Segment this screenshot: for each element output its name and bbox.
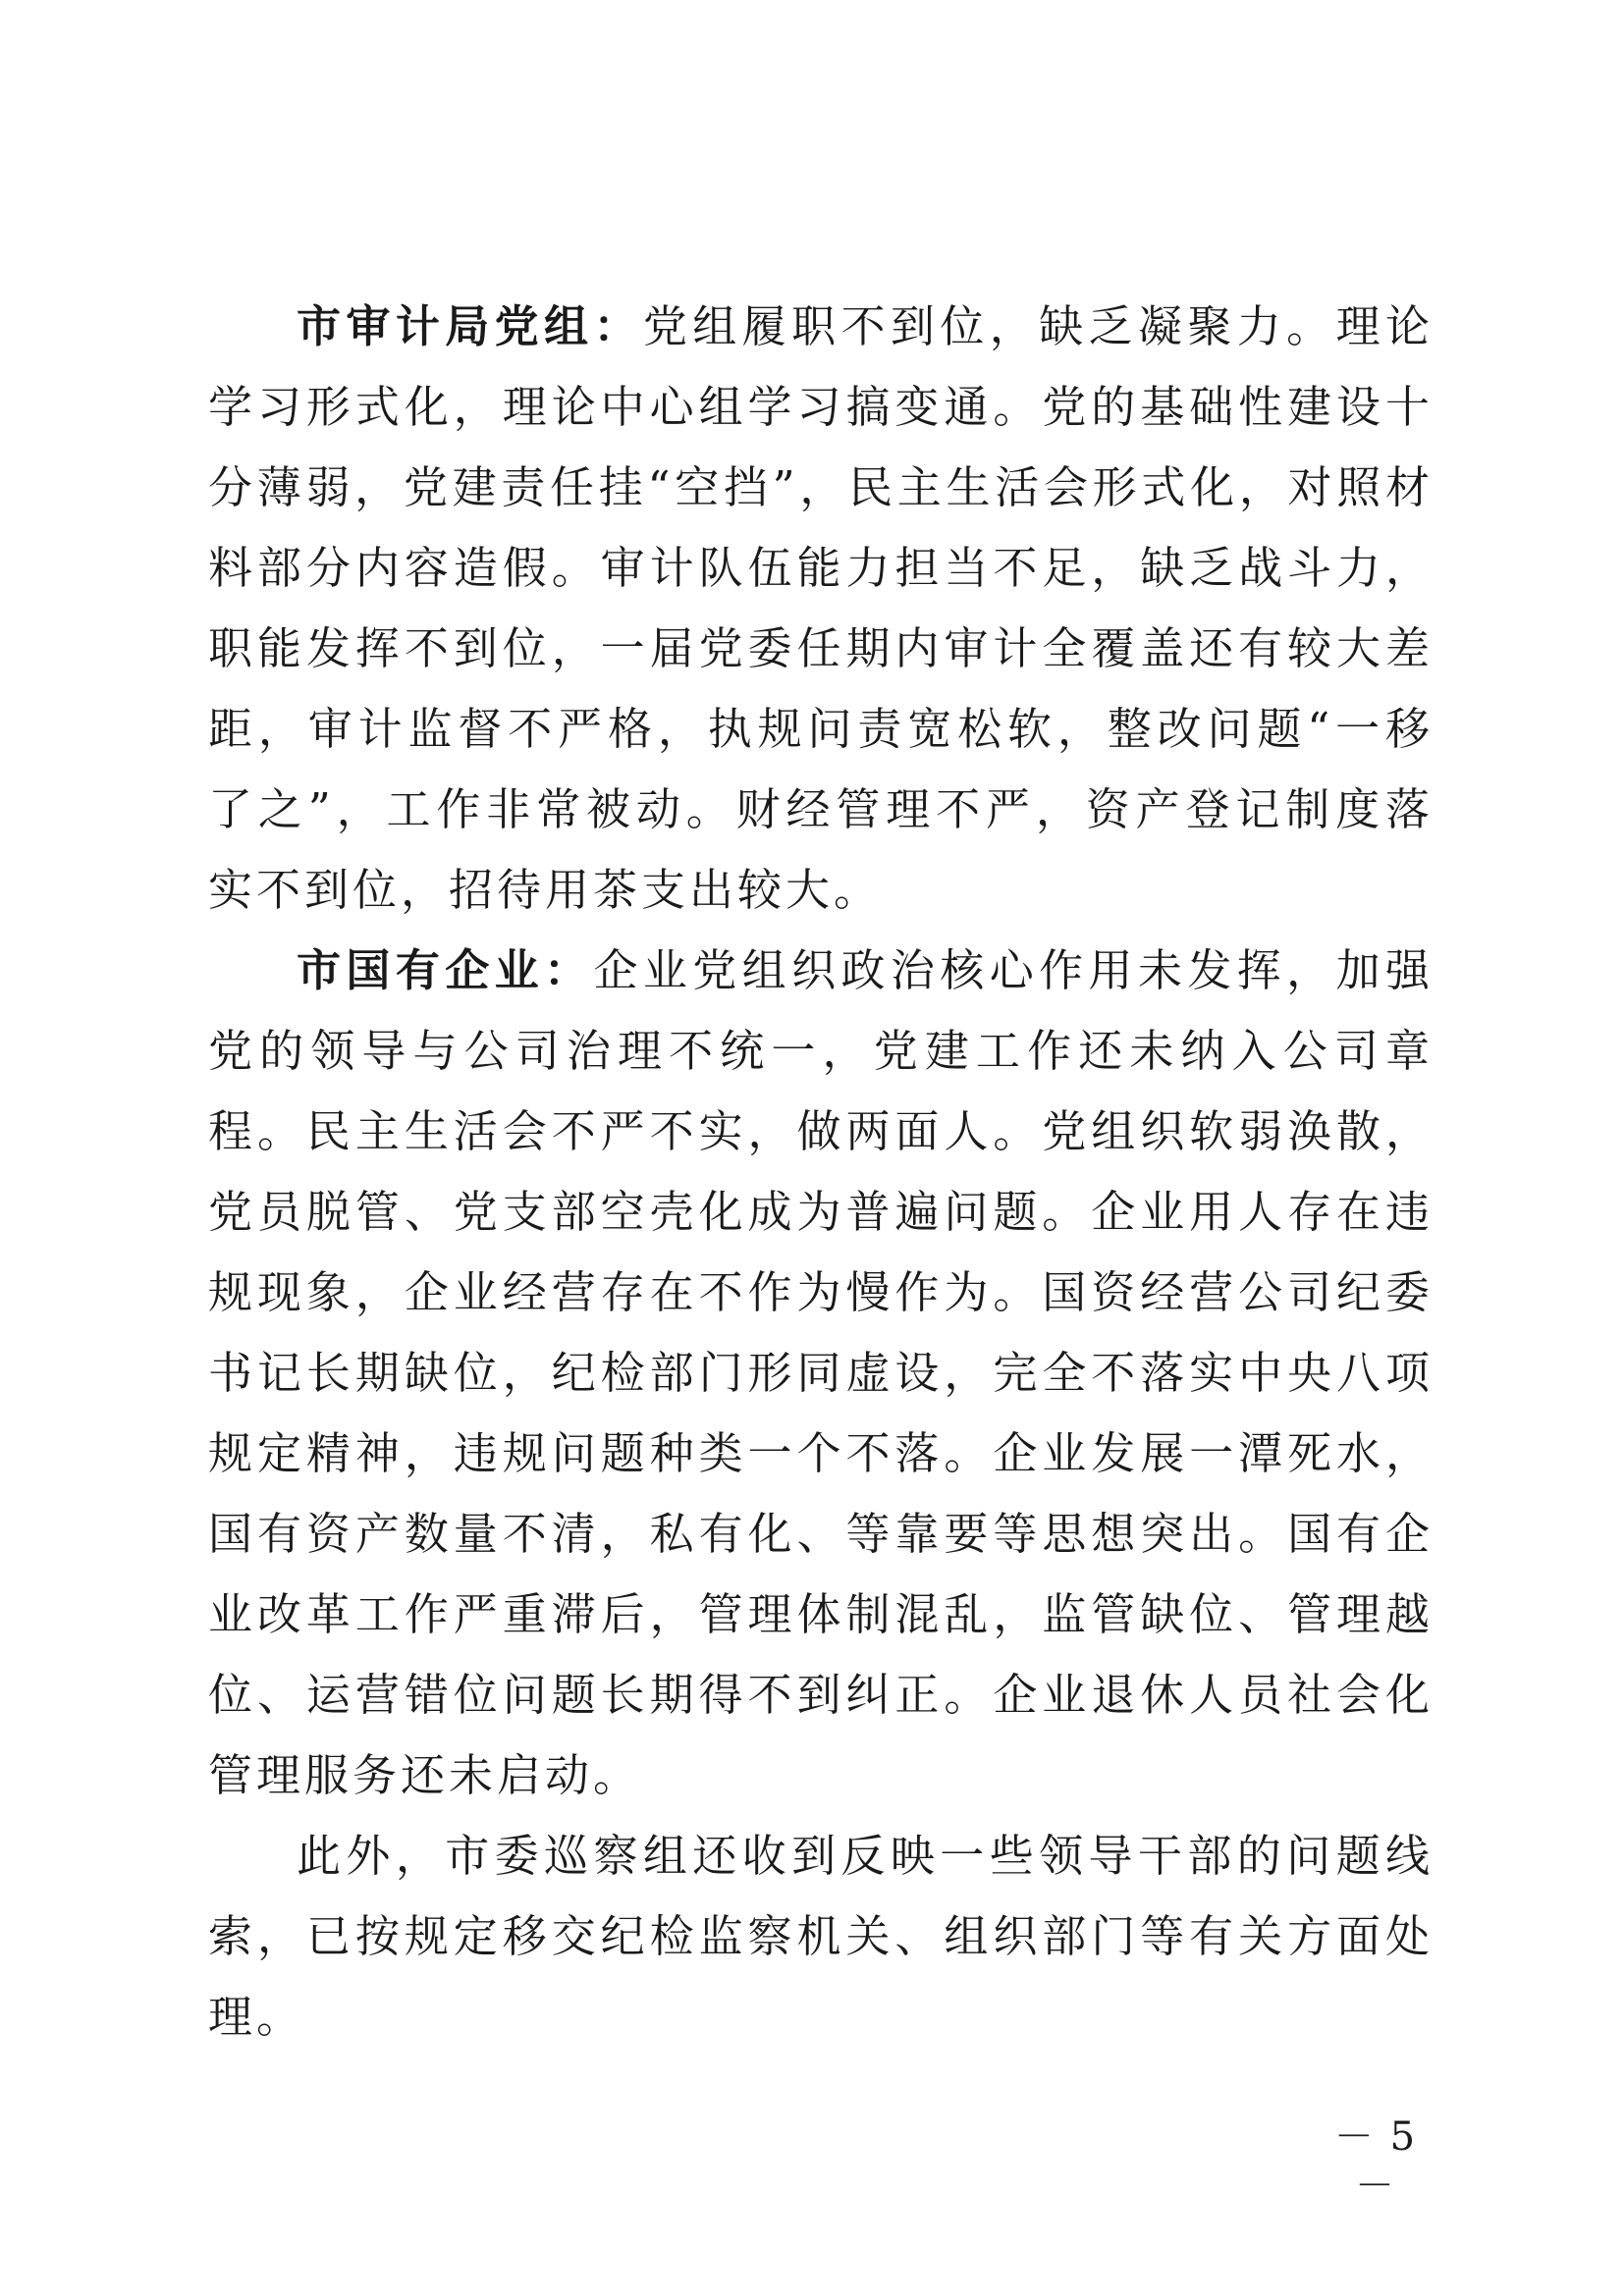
paragraph-lead-audit-bureau: 市审计局党组： <box>297 300 643 352</box>
paragraph-additional-clues <box>208 1816 1434 2057</box>
paragraph-lead-state-enterprises: 市国有企业： <box>297 944 594 996</box>
paragraph-state-enterprises <box>208 931 1434 1816</box>
document-body <box>208 287 1434 2057</box>
paragraph-text-state-enterprises: 企业党组织政治核心作用未发挥，加强党的领导与公司治理不统一，党建工作还未纳入公司章程。民主生活会不严不实，做两面人。党组织软弱涣散，党员脱管、党支部空壳化成为普遍问题。企业用人存在违规现象，企业经营存在不作为慢作为。国资经营公司纪委书记长期缺位，纪检部门形同虚设，完全不落实中央八项规定精神，违规问题种类一个不落。企业发展一潭死水，国有资产数量不清，私有化、等靠要等思想突出。国有企业改革工作严重滞后，管理体制混乱，监管缺位、管理越位、运营错位问题长期得不到纠正。企业退休人员社会化管理服务还未启动。 <box>208 944 1434 1801</box>
paragraph-text-audit-bureau: 党组履职不到位，缺乏凝聚力。理论学习形式化，理论中心组学习搞变通。党的基础性建设十分薄弱，党建责任挂“空挡”，民主生活会形式化，对照材料部分内容造假。审计队伍能力担当不足，缺乏战斗力，职能发挥不到位，一届党委任期内审计全覆盖还有较大差距，审计监督不严格，执规问责宽松软，整改问题“一移了之”，工作非常被动。财经管理不严，资产登记制度落实不到位，招待用茶支出较大。 <box>208 300 1434 916</box>
paragraph-text-additional-clues: 此外，市委巡察组还收到反映一些领导干部的问题线索，已按规定移交纪检监察机关、组织部门等有关方面处理。 <box>208 1830 1434 2043</box>
page-number: － 5 － <box>1333 2114 1418 2209</box>
paragraph-audit-bureau <box>208 287 1434 931</box>
